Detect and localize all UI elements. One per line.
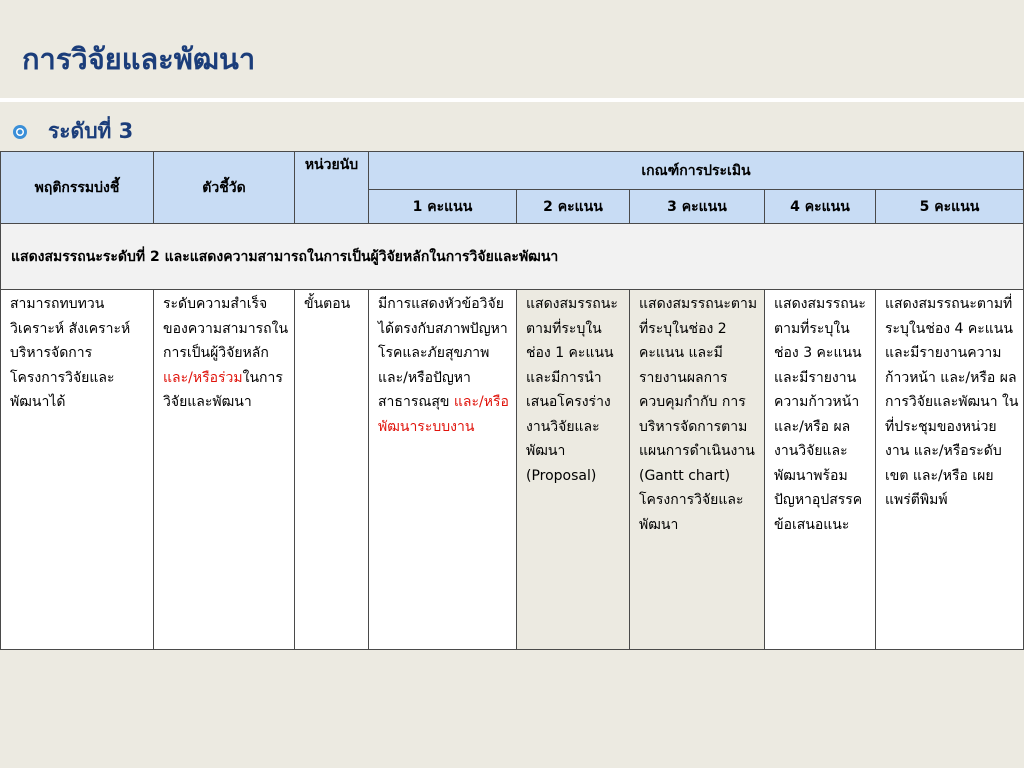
score1-text: มีการแสดงหัวข้อวิจัยได้ตรงกับสภาพปัญหาโรคและภัยสุขภาพ และ/หรือปัญหาสาธารณสุข <box>378 296 508 410</box>
indicator-text-end: ในการวิจัยและพัฒนา <box>163 369 283 410</box>
page-title: การวิจัยและพัฒนา <box>22 42 256 76</box>
cell-unit: ขั้นตอน <box>295 290 369 650</box>
header-behavior: พฤติกรรมบ่งชี้ <box>1 152 154 224</box>
competency-band: แสดงสมรรถนะระดับที่ 2 และแสดงความสามารถในการเป็นผู้วิจัยหลักในการวิจัยและพัฒนา <box>1 224 1024 290</box>
level-heading: ระดับที่ 3 <box>48 119 134 143</box>
cell-score-2: แสดงสมรรถนะตามที่ระบุในช่อง 1 คะแนน และมีการนำเสนอโครงร่างงานวิจัยและพัฒนา (Proposal) <box>517 290 630 650</box>
header-score-2: 2 คะแนน <box>517 190 630 224</box>
indicator-text: ระดับความสำเร็จของความสามารถในการเป็นผู้วิจัยหลัก <box>163 296 289 361</box>
indicator-highlight: และ/หรือร่วม <box>163 369 243 386</box>
header-score-3: 3 คะแนน <box>630 190 765 224</box>
header-unit: หน่วยนับ <box>295 152 369 224</box>
header-score-4: 4 คะแนน <box>765 190 876 224</box>
cell-score-4: แสดงสมรรถนะตามที่ระบุในช่อง 3 คะแนน และมีรายงานความก้าวหน้า และ/หรือ ผลงานวิจัยและพัฒนาพร้อมปัญหาอุปสรรค ข้อเสนอแนะ <box>765 290 876 650</box>
cell-score-5: แสดงสมรรถนะตามที่ระบุในช่อง 4 คะแนน และมีรายงานความก้าวหน้า และ/หรือ ผลการวิจัยและพัฒนา ในที่ประชุมของหน่วยงาน และ/หรือระดับเขต และ/หรือ เผยแพร่ตีพิมพ์ <box>876 290 1024 650</box>
header-indicator: ตัวชี้วัด <box>154 152 295 224</box>
cell-score-1 <box>369 290 517 650</box>
rubric-table <box>0 151 1024 650</box>
header-criteria: เกณฑ์การประเมิน <box>369 152 1024 190</box>
header-score-1: 1 คะแนน <box>369 190 517 224</box>
score1-highlight: และ/หรือพัฒนาระบบงาน <box>378 394 509 435</box>
header-score-5: 5 คะแนน <box>876 190 1024 224</box>
level-bullet <box>12 115 133 148</box>
cell-score-3: แสดงสมรรถนะตามที่ระบุในช่อง 2 คะแนน และมีรายงานผลการควบคุมกำกับ การบริหารจัดการตามแผนการดำเนินงาน (Gantt chart) โครงการวิจัยและพัฒนา <box>630 290 765 650</box>
cell-behavior: สามารถทบทวน วิเคราะห์ สังเคราะห์ บริหารจัดการ โครงการวิจัยและพัฒนาได้ <box>1 290 154 650</box>
cell-indicator <box>154 290 295 650</box>
title-divider <box>0 98 1024 102</box>
circle-bullet-icon <box>12 124 28 140</box>
